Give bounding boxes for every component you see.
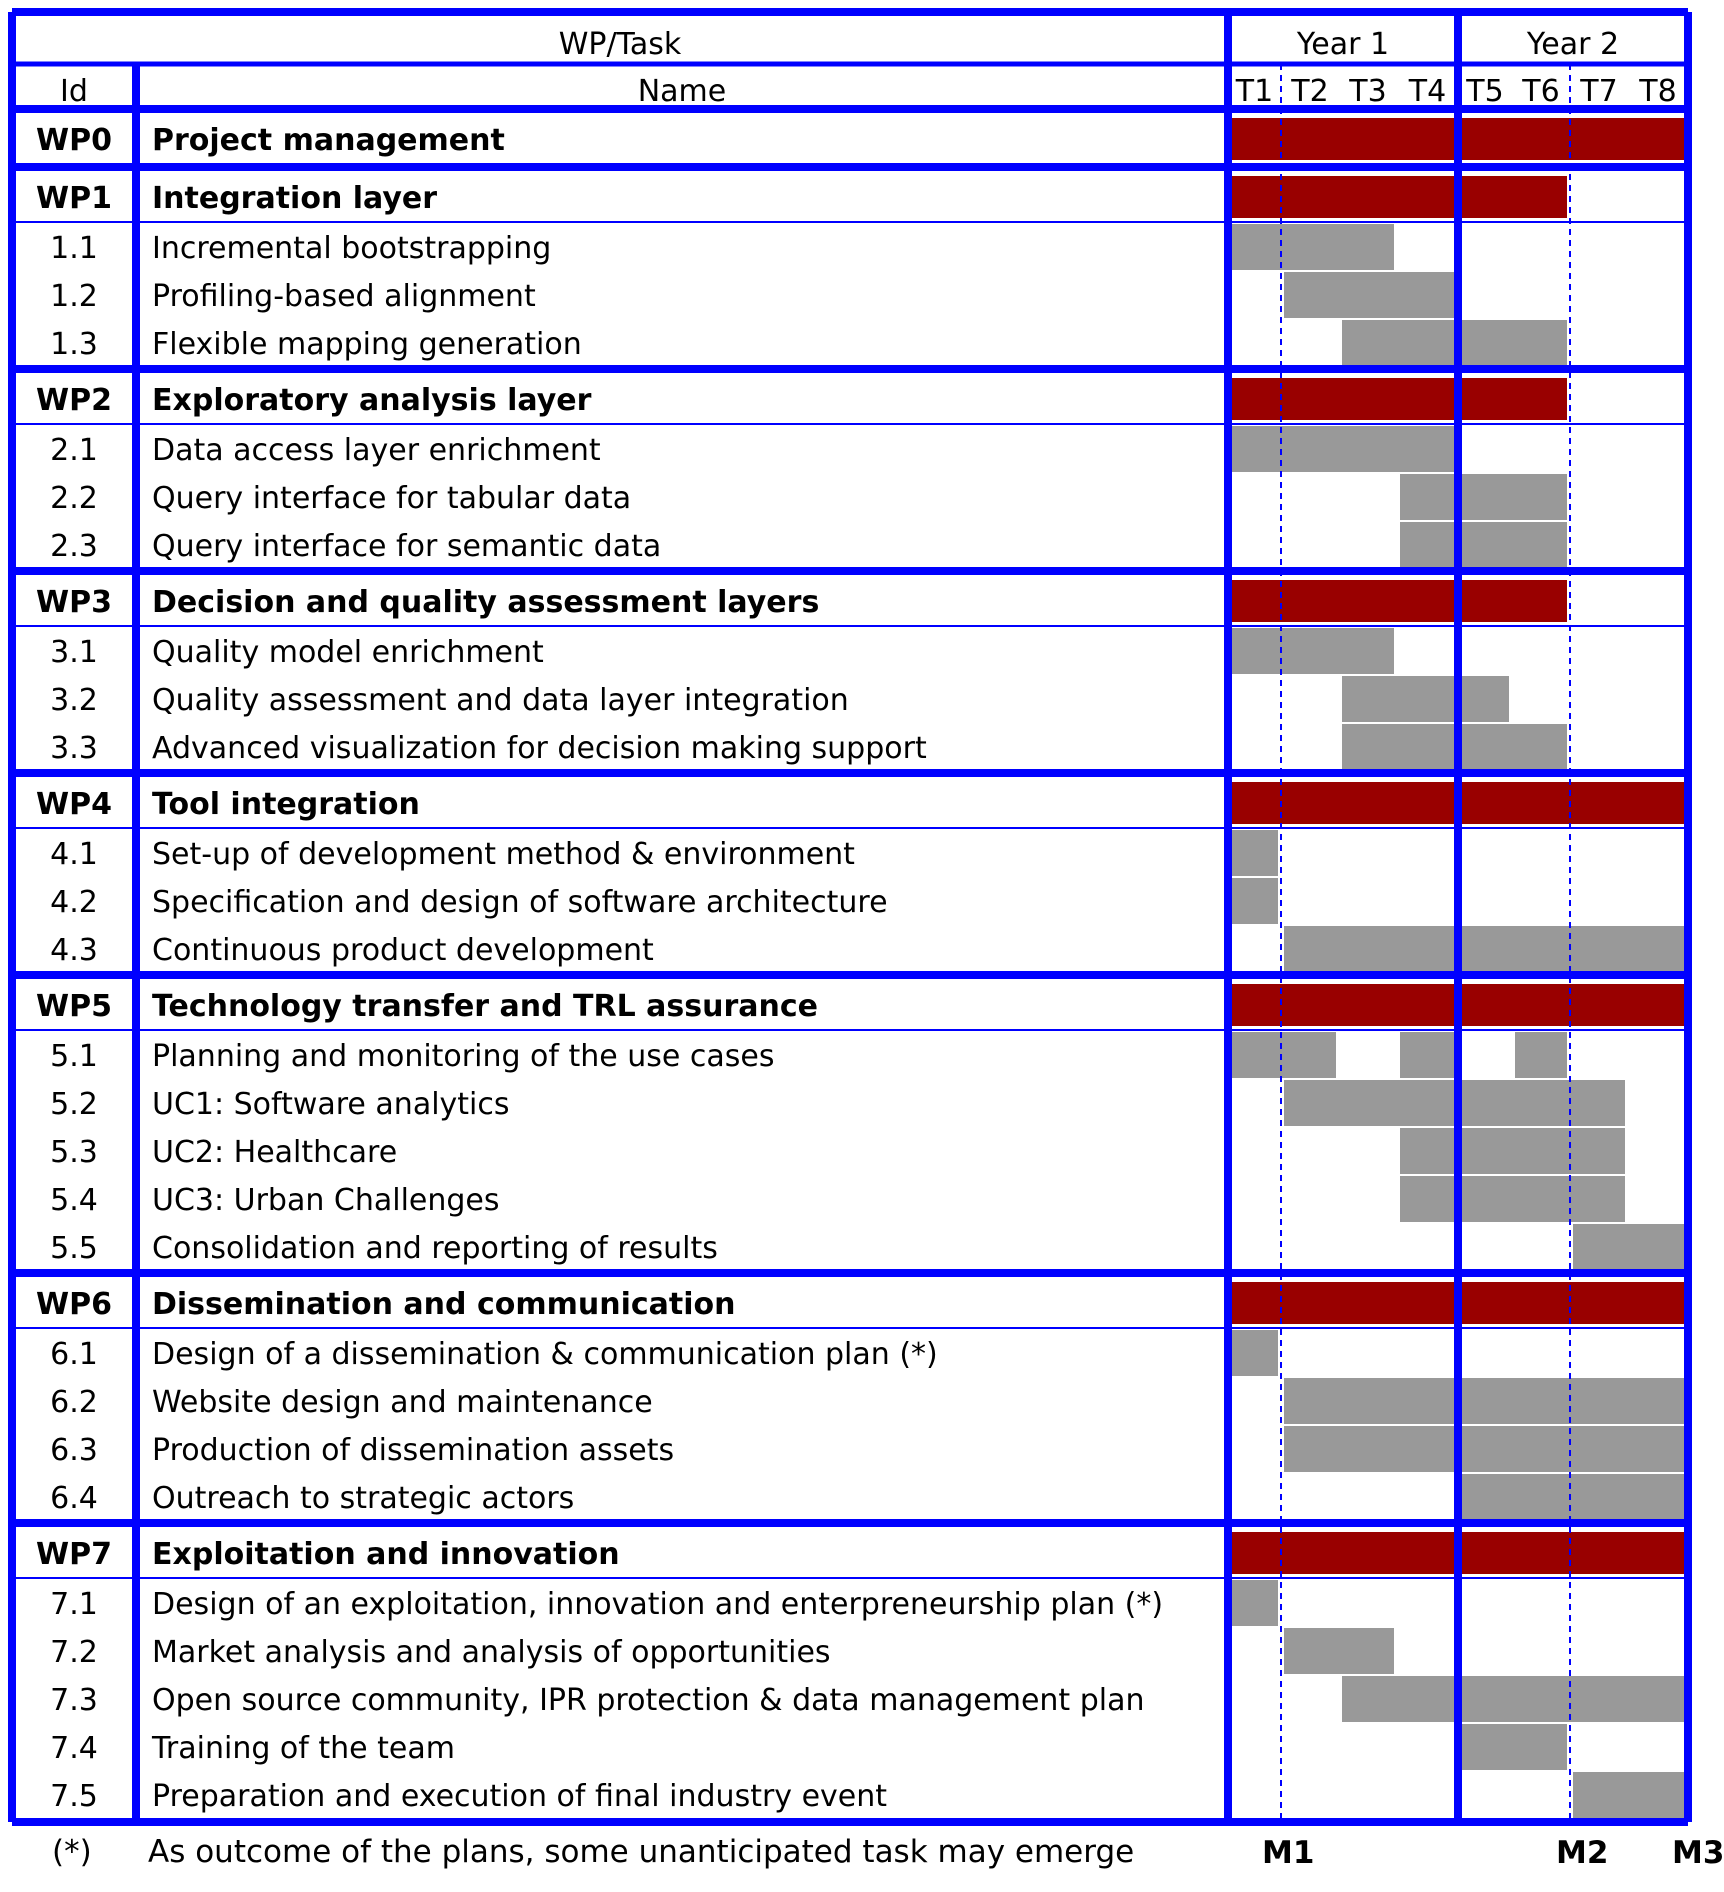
task-id: 1.1: [50, 231, 98, 266]
task-bar-1-2: [1284, 272, 1455, 318]
task-bar-6-1: [1231, 1330, 1278, 1376]
task-bar-6-4: [1461, 1474, 1685, 1520]
header-year1: Year 1: [1296, 27, 1390, 62]
task-name: Query interface for semantic data: [152, 529, 662, 564]
wp-id: WP6: [36, 1287, 112, 1322]
task-name: Set-up of development method & environment: [152, 837, 855, 872]
wp-id: WP3: [36, 585, 112, 620]
task-bar-4-2: [1231, 878, 1278, 924]
period-label-5: T5: [1466, 74, 1504, 109]
wp-name: Exploratory analysis layer: [152, 383, 592, 418]
wp-name: Decision and quality assessment layers: [152, 585, 820, 620]
task-id: 2.3: [50, 529, 98, 564]
task-bar-4-3: [1284, 926, 1685, 972]
wp-id: WP7: [36, 1537, 112, 1572]
task-bar-1-1: [1231, 224, 1394, 270]
task-id: 5.4: [50, 1183, 98, 1218]
wp-name: Dissemination and communication: [152, 1287, 736, 1322]
task-id: 6.2: [50, 1385, 98, 1420]
wp-name: Technology transfer and TRL assurance: [152, 989, 819, 1024]
task-name: Outreach to strategic actors: [152, 1481, 575, 1516]
task-id: 7.2: [50, 1635, 98, 1670]
task-id: 6.4: [50, 1481, 98, 1516]
task-id: 3.2: [50, 683, 98, 718]
task-id: 7.5: [50, 1779, 98, 1814]
task-name: Production of dissemination assets: [152, 1433, 675, 1468]
task-bar-5-1-1: [1400, 1032, 1455, 1078]
task-id: 6.1: [50, 1337, 98, 1372]
task-id: 4.2: [50, 885, 98, 920]
task-id: 4.3: [50, 933, 98, 968]
task-name: UC3: Urban Challenges: [152, 1183, 500, 1218]
task-bar-5-3: [1400, 1128, 1625, 1174]
task-name: UC2: Healthcare: [152, 1135, 398, 1170]
task-name: Design of a dissemination & communication plan (*): [152, 1337, 938, 1372]
task-bar-7-5: [1573, 1772, 1685, 1818]
task-id: 1.3: [50, 327, 98, 362]
period-label-6: T6: [1522, 74, 1560, 109]
task-bar-2-3: [1400, 522, 1567, 568]
wp-name: Project management: [152, 123, 505, 158]
task-bar-6-2: [1284, 1378, 1685, 1424]
task-name: Incremental bootstrapping: [152, 231, 552, 266]
milestone-m2: M2: [1556, 1835, 1609, 1871]
task-bar-5-4: [1400, 1176, 1625, 1222]
wp-name: Exploitation and innovation: [152, 1537, 620, 1572]
task-name: Continuous product development: [152, 933, 654, 968]
footnote-text: As outcome of the plans, some unanticipated task may emerge: [148, 1834, 1135, 1870]
wp-name: Tool integration: [152, 787, 420, 822]
period-label-8: T8: [1639, 74, 1677, 109]
task-bar-5-1: [1231, 1032, 1336, 1078]
task-id: 1.2: [50, 279, 98, 314]
task-name: Flexible mapping generation: [152, 327, 582, 362]
task-id: 3.1: [50, 635, 98, 670]
footnote-mark: (*): [52, 1834, 92, 1870]
task-name: Data access layer enrichment: [152, 433, 601, 468]
wp-id: WP5: [36, 989, 112, 1024]
task-id: 5.3: [50, 1135, 98, 1170]
period-label-1: T1: [1235, 74, 1274, 109]
task-id: 2.2: [50, 481, 98, 516]
header-id: Id: [60, 74, 88, 109]
task-name: Quality model enrichment: [152, 635, 544, 670]
task-name: Training of the team: [152, 1731, 455, 1766]
task-name: Specification and design of software architecture: [152, 885, 888, 920]
task-bar-5-1-2: [1515, 1032, 1567, 1078]
task-bar-2-1: [1231, 426, 1455, 472]
task-bar-7-3: [1342, 1676, 1685, 1722]
task-id: 5.5: [50, 1231, 98, 1266]
task-id: 2.1: [50, 433, 98, 468]
milestone-m3: M3: [1672, 1835, 1724, 1871]
task-id: 3.3: [50, 731, 98, 766]
task-name: Preparation and execution of final industry event: [152, 1779, 888, 1814]
header-year2: Year 2: [1526, 27, 1620, 62]
task-name: Planning and monitoring of the use cases: [152, 1039, 775, 1074]
wp-id: WP2: [36, 383, 112, 418]
task-name: Design of an exploitation, innovation and enterpreneurship plan (*): [152, 1587, 1164, 1622]
task-bar-6-3: [1284, 1426, 1685, 1472]
task-name: UC1: Software analytics: [152, 1087, 510, 1122]
task-id: 7.1: [50, 1587, 98, 1622]
task-name: Website design and maintenance: [152, 1385, 653, 1420]
task-bar-2-2: [1400, 474, 1567, 520]
wp-id: WP4: [36, 787, 112, 822]
header-name: Name: [637, 74, 727, 109]
milestone-m1: M1: [1262, 1835, 1315, 1871]
task-bar-5-5: [1573, 1224, 1685, 1270]
task-bar-7-1: [1231, 1580, 1278, 1626]
period-label-7: T7: [1580, 74, 1618, 109]
task-id: 6.3: [50, 1433, 98, 1468]
period-label-2: T2: [1291, 74, 1329, 109]
period-label-4: T4: [1408, 74, 1447, 109]
task-id: 5.2: [50, 1087, 98, 1122]
task-bar-7-4: [1461, 1724, 1567, 1770]
task-name: Advanced visualization for decision making support: [152, 731, 927, 766]
task-name: Profiling-based alignment: [152, 279, 536, 314]
task-id: 7.4: [50, 1731, 98, 1766]
task-id: 5.1: [50, 1039, 98, 1074]
task-name: Quality assessment and data layer integration: [152, 683, 849, 718]
task-bar-3-2: [1342, 676, 1509, 722]
header-title: WP/Task: [558, 27, 682, 62]
task-name: Market analysis and analysis of opportunities: [152, 1635, 831, 1670]
task-name: Consolidation and reporting of results: [152, 1231, 718, 1266]
task-id: 7.3: [50, 1683, 98, 1718]
wp-id: WP1: [36, 181, 112, 216]
task-name: Query interface for tabular data: [152, 481, 632, 516]
task-name: Open source community, IPR protection & data management plan: [152, 1683, 1145, 1718]
task-bar-4-1: [1231, 830, 1278, 876]
task-id: 4.1: [50, 837, 98, 872]
task-bar-3-1: [1231, 628, 1394, 674]
task-bar-7-2: [1284, 1628, 1394, 1674]
wp-name: Integration layer: [152, 181, 438, 216]
wp-id: WP0: [36, 123, 112, 158]
period-label-3: T3: [1349, 74, 1387, 109]
